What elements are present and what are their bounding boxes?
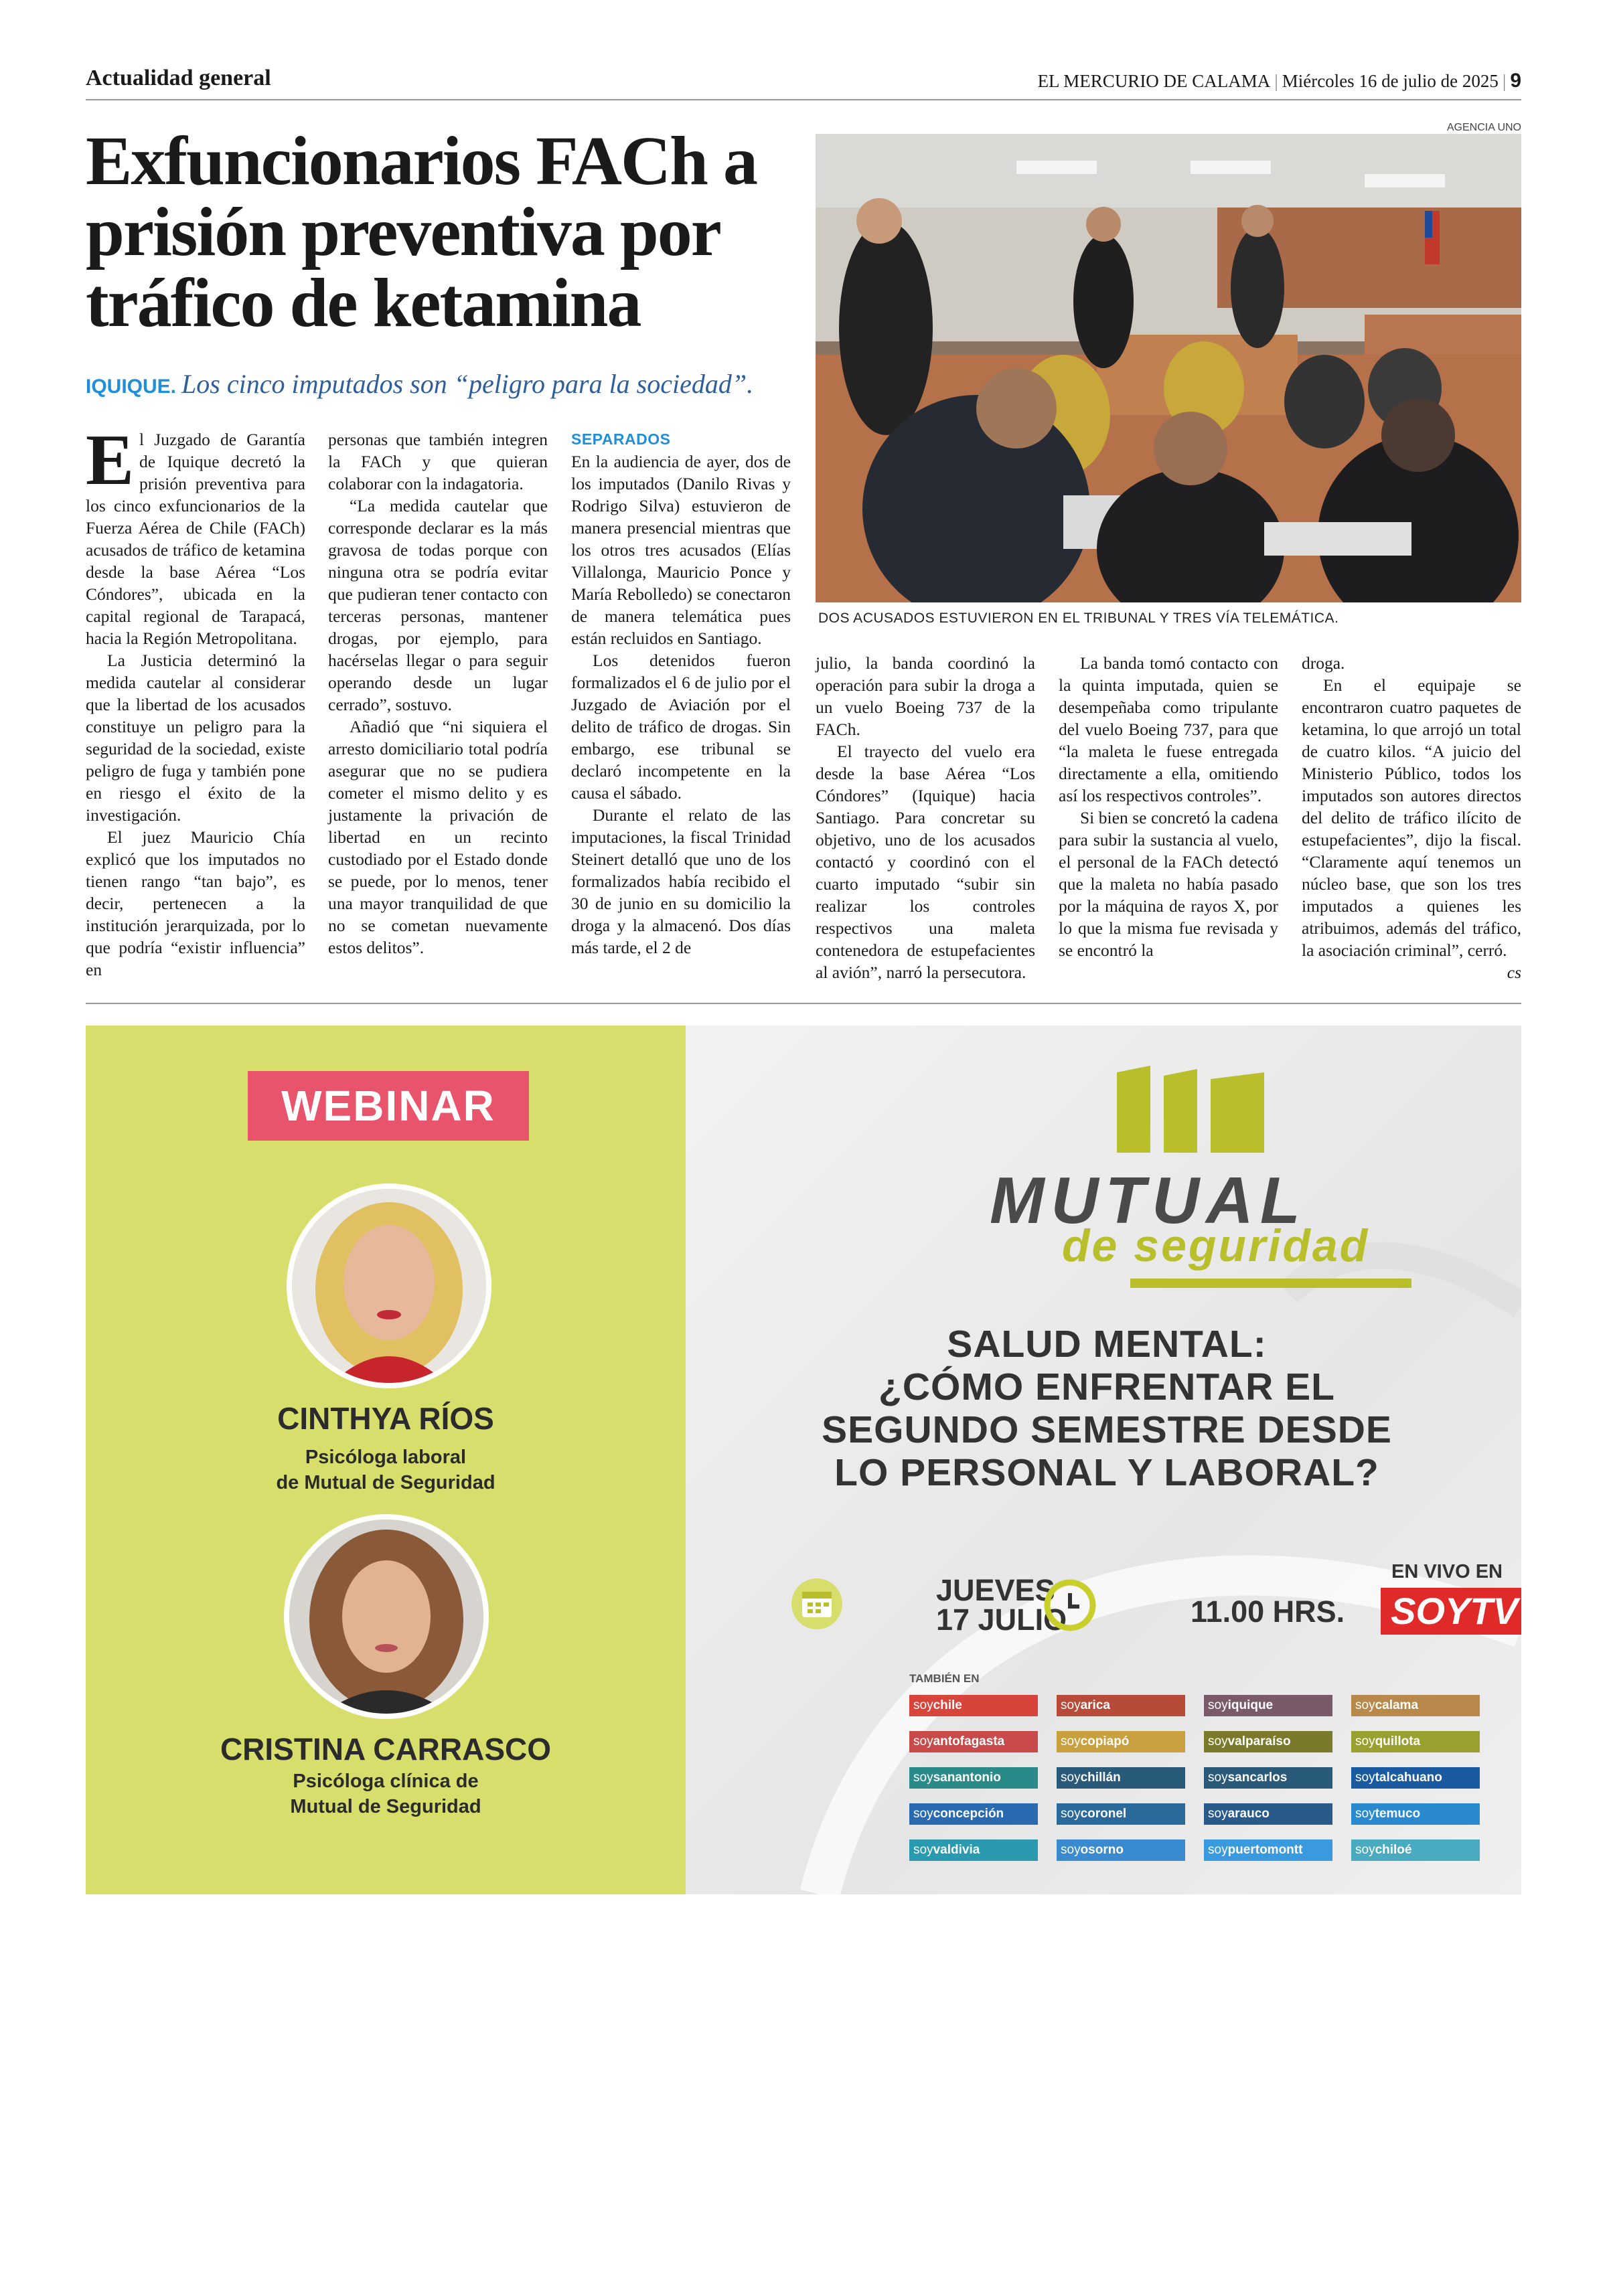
- logo-subtitle: de seguridad: [1062, 1220, 1370, 1271]
- channel-prefix: soy: [1061, 1843, 1081, 1857]
- calendar-icon: [790, 1577, 844, 1631]
- channel-prefix: soy: [1208, 1807, 1228, 1821]
- channel-name: sanantonio: [933, 1771, 1001, 1785]
- channel-name: talcahuano: [1375, 1771, 1442, 1785]
- channel-prefix: soy: [1208, 1698, 1228, 1712]
- channel-name: antofagasta: [933, 1734, 1005, 1748]
- channel-chip[interactable]: [1057, 1767, 1185, 1789]
- article-column-3: [571, 428, 791, 959]
- photo-caption: DOS ACUSADOS ESTUVIERON EN EL TRIBUNAL Y TRES VÍA TELEMÁTICA.: [818, 610, 1339, 626]
- channel-chip[interactable]: [909, 1803, 1038, 1825]
- channel-name: valdivia: [933, 1843, 980, 1857]
- photo-credit: AGENCIA UNO: [1446, 122, 1521, 133]
- channel-chip[interactable]: [909, 1731, 1038, 1752]
- channel-prefix: soy: [1208, 1771, 1228, 1785]
- logo-word: MUTUAL: [990, 1163, 1307, 1237]
- channel-name: chillán: [1080, 1771, 1121, 1785]
- webinar-badge: WEBINAR: [248, 1071, 529, 1141]
- ad-title: [755, 1323, 1458, 1494]
- channel-chip[interactable]: [1351, 1695, 1480, 1716]
- channel-prefix: soy: [1061, 1734, 1081, 1748]
- paragraph: En la audiencia de ayer, dos de los imputados (Danilo Rivas y Rodrigo Silva) estuvieron de manera presencial mientras que los otros tres acusados (Elías Villalonga, Mauricio Ponce y María Rebolledo) se conectaron de manera telemática pues están recluidos en Santiago.: [571, 452, 791, 648]
- channel-name: concepción: [933, 1807, 1004, 1821]
- paragraph: La Justicia determinó la medida cautelar al considerar que la libertad de los acusados constituye un peligro para la seguridad de la sociedad, existe peligro de fuga y también pone en riesgo el éxito de la investigación.: [86, 651, 305, 825]
- speaker-name: CRISTINA CARRASCO: [220, 1732, 552, 1767]
- channel-chip[interactable]: [1057, 1803, 1185, 1825]
- channel-prefix: soy: [913, 1734, 933, 1748]
- channel-prefix: soy: [1208, 1843, 1228, 1857]
- logo-underline: [1130, 1279, 1411, 1288]
- channel-prefix: soy: [1061, 1698, 1081, 1712]
- deck: [86, 368, 809, 400]
- channel-prefix: soy: [1061, 1771, 1081, 1785]
- speaker-role: Mutual de Seguridad: [290, 1796, 481, 1817]
- paragraph: julio, la banda coordinó la operación para subir la droga a un vuelo Boeing 737 de la FACh.: [816, 653, 1035, 739]
- channel-chip[interactable]: [1057, 1695, 1185, 1716]
- paragraph: Los detenidos fueron formalizados el 6 de julio por el Juzgado de Aviación por el delito de tráfico de drogas. Sin embargo, ese tribunal se declaró incompetente en la causa el sábado.: [571, 651, 791, 803]
- webinar-advertisement[interactable]: [86, 1026, 1521, 1894]
- deck-text: Los cinco imputados son “peligro para la sociedad”.: [181, 369, 754, 399]
- channel-chip[interactable]: [1204, 1731, 1332, 1752]
- paragraph: En el equipaje se encontraron cuatro paquetes de ketamina, lo que arrojó un total de cuatro kilos. “A juicio del Ministerio Público, todos los imputados son autores directos del delito de tráfico ilícito de estupefacientes”, dijo la fiscal. “Claramente aquí tenemos un núcleo base, que son los tres imputados a quienes les atribuimos, además del tráfico, la asociación criminal”, cerró.: [1302, 675, 1521, 960]
- channel-chip[interactable]: [1204, 1767, 1332, 1789]
- dropcap: E: [86, 420, 135, 500]
- channel-prefix: soy: [1355, 1807, 1375, 1821]
- paragraph: l Juzgado de Garantía de Iquique decretó la prisión preventiva para los cinco exfuncionarios de la Fuerza Aérea de Chile (FACh) acusados de tráfico de ketamina desde la base Aérea “Los Cóndores”, ubicada en la capital regional de Tarapacá, hacia la Región Metropolitana.: [86, 430, 305, 648]
- channel-chip[interactable]: [909, 1767, 1038, 1789]
- event-day-date: 17 JULIO: [936, 1603, 1067, 1637]
- speaker-role: Psicóloga laboral: [305, 1447, 467, 1468]
- channel-prefix: soy: [1355, 1698, 1375, 1712]
- channel-chip[interactable]: [909, 1839, 1038, 1861]
- speaker-portrait: [289, 1520, 483, 1714]
- article-column-5: [1059, 652, 1278, 961]
- event-time: 11.00 HRS.: [1191, 1594, 1345, 1629]
- channel-prefix: soy: [913, 1807, 933, 1821]
- article-column-6: [1302, 652, 1521, 983]
- masthead: EL MERCURIO DE CALAMA | Miércoles 16 de julio de 2025 | 9: [1037, 70, 1521, 92]
- channel-chip[interactable]: [1057, 1839, 1185, 1861]
- channel-chip[interactable]: [1204, 1839, 1332, 1861]
- channel-name: puertomontt: [1227, 1843, 1303, 1857]
- courtroom-photo: [816, 134, 1521, 602]
- channel-name: sancarlos: [1227, 1771, 1288, 1785]
- speaker-role: de Mutual de Seguridad: [276, 1472, 495, 1493]
- paragraph: personas que también integren la FACh y que quieran colaborar con la indagatoria.: [328, 430, 548, 493]
- channel-prefix: soy: [913, 1771, 933, 1785]
- ad-title-line: LO PERSONAL Y LABORAL?: [834, 1451, 1379, 1494]
- speaker-photo: [287, 1183, 491, 1388]
- channel-chip[interactable]: [1351, 1731, 1480, 1752]
- channel-prefix: soy: [1061, 1807, 1081, 1821]
- channel-name: arauco: [1227, 1807, 1270, 1821]
- event-day: JUEVES: [936, 1573, 1055, 1607]
- article-column-1: [86, 420, 305, 981]
- page-number: 9: [1510, 70, 1521, 92]
- paragraph: Añadió que “ni siquiera el arresto domiciliario total podría asegurar que no se pudiera cometer el mismo delito y es justamente la privación de libertad en un recinto custodiado por el Estado donde se puede, por lo menos, tener una mayor tranquilidad de que no se cometan nuevamente estos delitos”.: [328, 717, 548, 957]
- ad-title-line: ¿CÓMO ENFRENTAR EL: [878, 1366, 1335, 1408]
- speaker-photo: [284, 1514, 489, 1719]
- article-column-2: [328, 428, 548, 959]
- paragraph: Durante el relato de las imputaciones, la fiscal Trinidad Steinert detalló que uno de los formalizados había recibido el 30 de junio en su domicilio la droga y la almacenó. Dos días más tarde, el 2 de: [571, 805, 791, 957]
- paragraph: droga.: [1302, 653, 1345, 673]
- clock-icon: [1043, 1578, 1097, 1632]
- live-label: EN VIVO EN: [1391, 1561, 1503, 1582]
- header-rule: [86, 99, 1521, 100]
- channel-name: chile: [933, 1698, 962, 1712]
- paragraph: El trayecto del vuelo era desde la base Aérea “Los Cóndores” (Iquique) hacia Santiago. Para concretar su objetivo, uno de los acusados contactó y coordinó con el cuarto imputado “subir sin realizar los controles respectivos una maleta contenedora de estupefacientes al avión”, narró la persecutora.: [816, 742, 1035, 982]
- end-mark: cs: [1507, 963, 1521, 982]
- channel-name: arica: [1080, 1698, 1110, 1712]
- soytv-logo[interactable]: SOYTV: [1381, 1588, 1521, 1635]
- channel-prefix: soy: [913, 1843, 933, 1857]
- speaker-role: Psicóloga clínica de: [293, 1771, 479, 1792]
- channel-name: temuco: [1375, 1807, 1421, 1821]
- speaker-name: CINTHYA RÍOS: [277, 1401, 494, 1436]
- ad-title-line: SALUD MENTAL:: [947, 1323, 1267, 1366]
- channel-chip[interactable]: [1351, 1839, 1480, 1861]
- channel-name: osorno: [1080, 1843, 1124, 1857]
- article-column-4: [816, 652, 1035, 983]
- channel-prefix: soy: [1355, 1771, 1375, 1785]
- issue-date: Miércoles 16 de julio de 2025: [1282, 71, 1499, 91]
- channel-prefix: soy: [1208, 1734, 1228, 1748]
- speaker-portrait: [292, 1189, 486, 1383]
- channel-chip[interactable]: [1351, 1803, 1480, 1825]
- kicker: IQUIQUE.: [86, 376, 177, 398]
- channel-name: iquique: [1227, 1698, 1274, 1712]
- channel-prefix: soy: [1355, 1843, 1375, 1857]
- channel-name: quillota: [1375, 1734, 1421, 1748]
- ad-title-line: SEGUNDO SEMESTRE DESDE: [822, 1408, 1392, 1451]
- paragraph: La banda tomó contacto con la quinta imputada, quien se desempeñaba como tripulante del vuelo Boeing 737, para que “la maleta le fuese entregada directamente a ella, omitiendo así los respectivos controles”.: [1059, 653, 1278, 805]
- channel-prefix: soy: [913, 1698, 933, 1712]
- channel-chip[interactable]: [1351, 1767, 1480, 1789]
- also-on-label: TAMBIÉN EN: [909, 1672, 980, 1685]
- channel-name: copiapó: [1080, 1734, 1130, 1748]
- subhead: SEPARADOS: [571, 430, 671, 448]
- channel-chip[interactable]: [909, 1695, 1038, 1716]
- channel-prefix: soy: [1355, 1734, 1375, 1748]
- paragraph: “La medida cautelar que corresponde declarar es la más gravosa de todas porque con ninguna otra se podría evitar que pudieran tener contacto con terceras personas, mantener drogas, por ejemplo, para hacérselas llegar o para seguir operando desde un lugar cerrado”, sostuvo.: [328, 496, 548, 714]
- channel-name: chiloé: [1375, 1843, 1412, 1857]
- channel-chip[interactable]: [1204, 1803, 1332, 1825]
- newspaper-name: EL MERCURIO DE CALAMA: [1037, 71, 1271, 91]
- channel-name: calama: [1375, 1698, 1419, 1712]
- headline: Exfuncionarios FACh a prisión preventiva por tráfico de ketamina: [86, 122, 757, 341]
- channel-name: coronel: [1080, 1807, 1127, 1821]
- article-bottom-rule: [86, 1003, 1521, 1004]
- paragraph: Si bien se concretó la cadena para subir la sustancia al vuelo, el personal de la FACh detectó que la maleta no había pasado por la máquina de rayos X, por lo que la misma fue revisada y se encontró la: [1059, 808, 1278, 960]
- section-label: Actualidad general: [86, 66, 271, 90]
- paragraph: El juez Mauricio Chía explicó que los imputados no tienen rango “tan bajo”, es decir, pertenecen a la institución jerarquizada, por lo que podría “existir influencia” en: [86, 827, 305, 979]
- channel-name: valparaíso: [1227, 1734, 1291, 1748]
- channel-chip[interactable]: [1204, 1695, 1332, 1716]
- channel-chip[interactable]: [1057, 1731, 1185, 1752]
- courtroom-illustration: [816, 134, 1521, 602]
- mutual-logo-icon: [1110, 1059, 1278, 1159]
